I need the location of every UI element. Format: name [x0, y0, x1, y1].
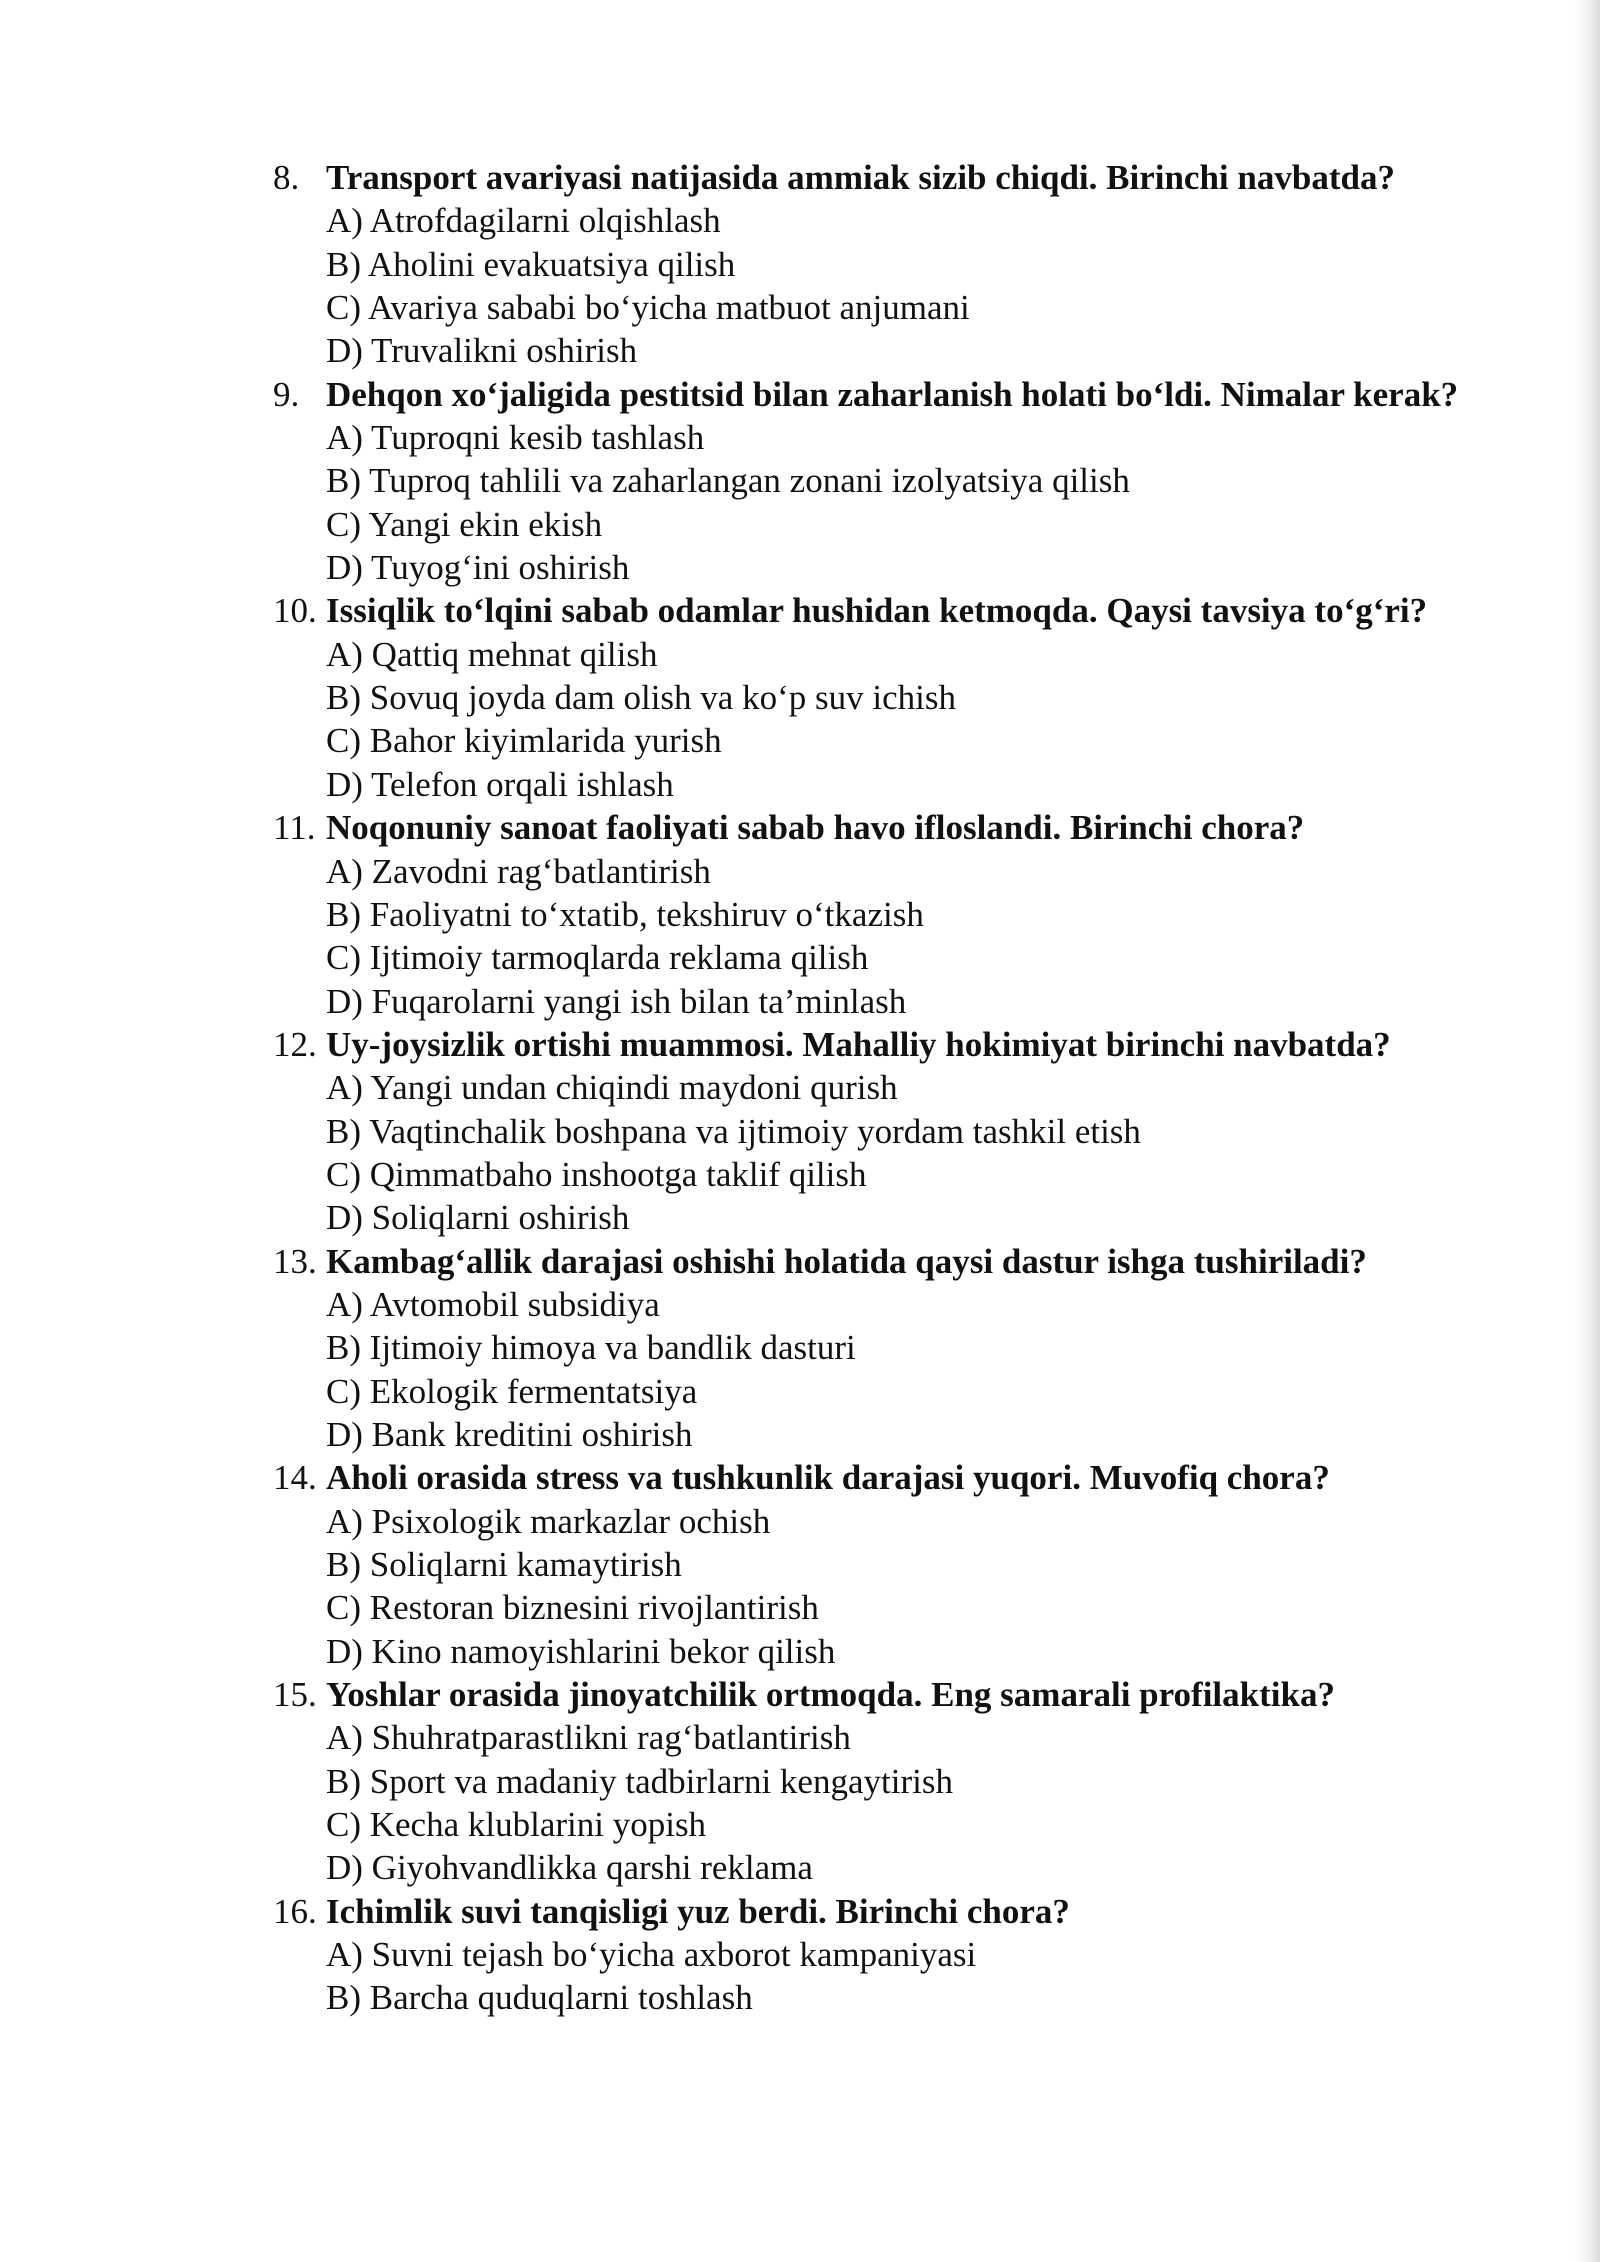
answer-option-c: C) Ekologik fermentatsiya [326, 1371, 698, 1411]
question-13 [273, 1240, 1493, 1457]
question-number: 15. [273, 1675, 317, 1715]
answer-option-a: A) Zavodni rag‘batlantirish [326, 851, 711, 891]
question-16 [273, 1890, 1493, 2020]
question-number: 9. [273, 374, 300, 414]
question-text: Issiqlik to‘lqini sabab odamlar hushidan ketmoqda. Qaysi tavsiya to‘g‘ri? [326, 591, 1428, 631]
answer-option-b: B) Vaqtinchalik boshpana va ijtimoiy yordam tashkil etish [326, 1111, 1141, 1151]
question-body [326, 589, 1493, 806]
answer-option-a: A) Atrofdagilarni olqishlash [326, 201, 721, 241]
answer-option-b: B) Faoliyatni to‘xtatib, tekshiruv o‘tkazish [326, 894, 924, 934]
answer-option-d: D) Tuyog‘ini oshirish [326, 548, 630, 588]
question-body [326, 1673, 1493, 1890]
answer-option-a: A) Yangi undan chiqindi maydoni qurish [326, 1068, 898, 1108]
question-10 [273, 589, 1493, 806]
answer-option-c: C) Ijtimoiy tarmoqlarda reklama qilish [326, 938, 869, 978]
question-number: 14. [273, 1458, 317, 1498]
answer-option-d: D) Truvalikni oshirish [326, 331, 638, 371]
question-body [326, 156, 1493, 373]
answer-option-b: B) Aholini evakuatsiya qilish [326, 244, 736, 284]
question-number: 8. [273, 158, 300, 197]
answer-option-b: B) Sport va madaniy tadbirlarni kengaytirish [326, 1761, 953, 1801]
question-text: Uy-joysizlik ortishi muammosi. Mahalliy hokimiyat birinchi navbatda? [326, 1024, 1391, 1064]
question-text: Transport avariyasi natijasida ammiak sizib chiqdi. Birinchi navbatda? [326, 158, 1395, 197]
answer-option-d: D) Bank kreditini oshirish [326, 1414, 693, 1454]
question-number: 13. [273, 1241, 317, 1281]
question-number: 12. [273, 1024, 317, 1064]
question-text: Dehqon xo‘jaligida pestitsid bilan zaharlanish holati bo‘ldi. Nimalar kerak? [326, 374, 1459, 414]
question-12 [273, 1023, 1493, 1240]
answer-option-a: A) Avtomobil subsidiya [326, 1284, 660, 1324]
question-14 [273, 1456, 1493, 1673]
answer-option-a: A) Suvni tejash bo‘yicha axborot kampaniyasi [326, 1935, 977, 1975]
answer-option-c: C) Avariya sababi bo‘yicha matbuot anjumani [326, 288, 970, 328]
question-body [326, 1023, 1493, 1240]
question-body [326, 1890, 1493, 2020]
answer-option-a: A) Shuhratparastlikni rag‘batlantirish [326, 1718, 851, 1758]
question-text: Ichimlik suvi tanqisligi yuz berdi. Birinchi chora? [326, 1891, 1070, 1931]
page-edge-shadow [1574, 0, 1600, 2262]
question-11 [273, 806, 1493, 1023]
answer-option-c: C) Yangi ekin ekish [326, 504, 603, 544]
answer-option-d: D) Kino namoyishlarini bekor qilish [326, 1631, 836, 1671]
question-text: Yoshlar orasida jinoyatchilik ortmoqda. Eng samarali profilaktika? [326, 1675, 1335, 1715]
answer-option-b: B) Ijtimoiy himoya va bandlik dasturi [326, 1328, 856, 1368]
answer-option-b: B) Barcha quduqlarni toshlash [326, 1978, 753, 2018]
answer-option-d: D) Soliqlarni oshirish [326, 1198, 630, 1238]
question-text: Noqonuniy sanoat faoliyati sabab havo ifloslandi. Birinchi chora? [326, 808, 1305, 848]
answer-option-c: C) Qimmatbaho inshootga taklif qilish [326, 1154, 867, 1194]
answer-option-d: D) Fuqarolarni yangi ish bilan ta’minlash [326, 981, 907, 1021]
question-number: 11. [273, 808, 316, 848]
answer-option-b: B) Tuproq tahlili va zaharlangan zonani izolyatsiya qilish [326, 461, 1130, 501]
question-number: 10. [273, 591, 317, 631]
answer-option-b: B) Soliqlarni kamaytirish [326, 1545, 682, 1584]
answer-option-b: B) Sovuq joyda dam olish va ko‘p suv ichish [326, 678, 956, 718]
answer-option-d: D) Telefon orqali ishlash [326, 764, 674, 804]
answer-option-d: D) Giyohvandlikka qarshi reklama [326, 1848, 813, 1888]
question-8 [273, 156, 1493, 373]
answer-option-a: A) Tuproqni kesib tashlash [326, 418, 705, 458]
question-body [326, 373, 1493, 590]
answer-option-a: A) Qattiq mehnat qilish [326, 634, 658, 674]
question-text: Aholi orasida stress va tushkunlik darajasi yuqori. Muvofiq chora? [326, 1458, 1330, 1498]
answer-option-c: C) Kecha klublarini yopish [326, 1805, 707, 1845]
question-9 [273, 373, 1493, 590]
answer-option-c: C) Restoran biznesini rivojlantirish [326, 1588, 819, 1628]
question-text: Kambag‘allik darajasi oshishi holatida qaysi dastur ishga tushiriladi? [326, 1241, 1367, 1281]
question-body [326, 806, 1493, 1023]
answer-option-c: C) Bahor kiyimlarida yurish [326, 721, 722, 761]
question-body [326, 1240, 1493, 1457]
question-number: 16. [273, 1891, 317, 1931]
question-list [273, 156, 1493, 2020]
question-body [326, 1456, 1493, 1673]
question-15 [273, 1673, 1493, 1890]
answer-option-a: A) Psixologik markazlar ochish [326, 1501, 771, 1541]
